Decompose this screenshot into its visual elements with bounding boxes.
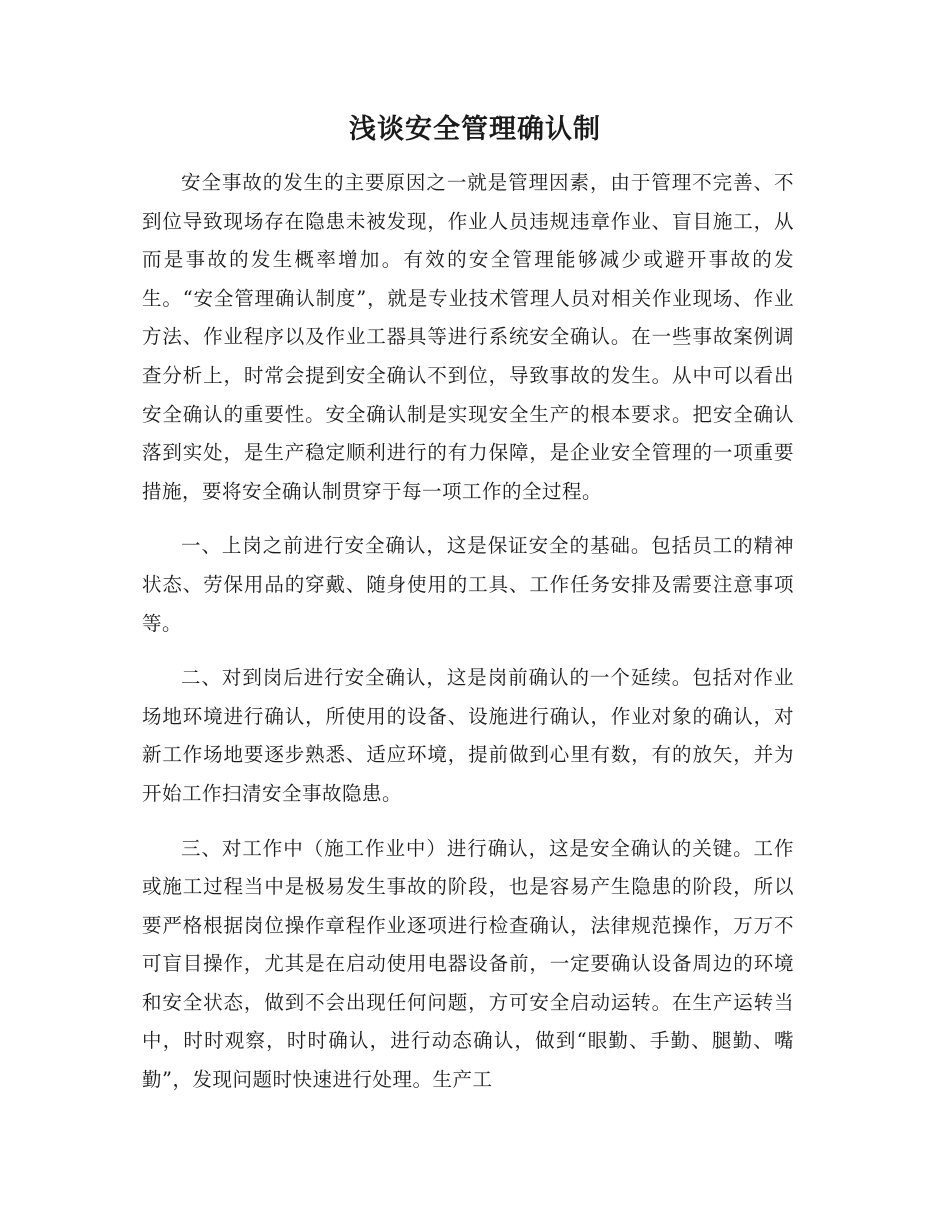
paragraph-point-1: 一、上岗之前进行安全确认，这是保证安全的基础。包括员工的精神状态、劳保用品的穿戴、随身使用的工具、工作任务安排及需要注意事项等。 [142, 534, 794, 635]
paragraph-intro: 安全事故的发生的主要原因之一就是管理因素，由于管理不完善、不到位导致现场存在隐患未被发现，作业人员违规违章作业、盲目施工，从而是事故的发生概率增加。有效的安全管理能够减少或避开事故的发生。“安全管理确认制度”，就是专业技术管理人员对相关作业现场、作业方法、作业程序以及作业工器具等进行系统安全确认。在一些事故案例调查分析上，时常会提到安全确认不到位，导致事故的发生。从中可以看出安全确认的重要性。安全确认制是实现安全生产的根本要求。把安全确认落到实处，是生产稳定顺利进行的有力保障，是企业安全管理的一项重要措施，要将安全确认制贯穿于每一项工作的全过程。 [142, 171, 794, 503]
document-body [142, 164, 794, 1116]
document-title: 浅谈安全管理确认制 [349, 114, 601, 145]
paragraph-point-2: 二、对到岗后进行安全确认，这是岗前确认的一个延续。包括对作业场地环境进行确认，所使用的设备、设施进行确认，作业对象的确认，对新工作场地要逐步熟悉、适应环境，提前做到心里有数，有的放矢，并为开始工作扫清安全事故隐患。 [142, 666, 794, 805]
paragraph-point-3: 三、对工作中（施工作业中）进行确认，这是安全确认的关键。工作或施工过程当中是极易发生事故的阶段，也是容易产生隐患的阶段，所以要严格根据岗位操作章程作业逐项进行检查确认，法律规范操作，万万不可盲目操作，尤其是在启动使用电器设备前，一定要确认设备周边的环境和安全状态，做到不会出现任何问题，方可安全启动运转。在生产运转当中，时时观察，时时确认，进行动态确认，做到“眼勤、手勤、腿勤、嘴勤”，发现问题时快速进行处理。生产工 [142, 836, 794, 1092]
